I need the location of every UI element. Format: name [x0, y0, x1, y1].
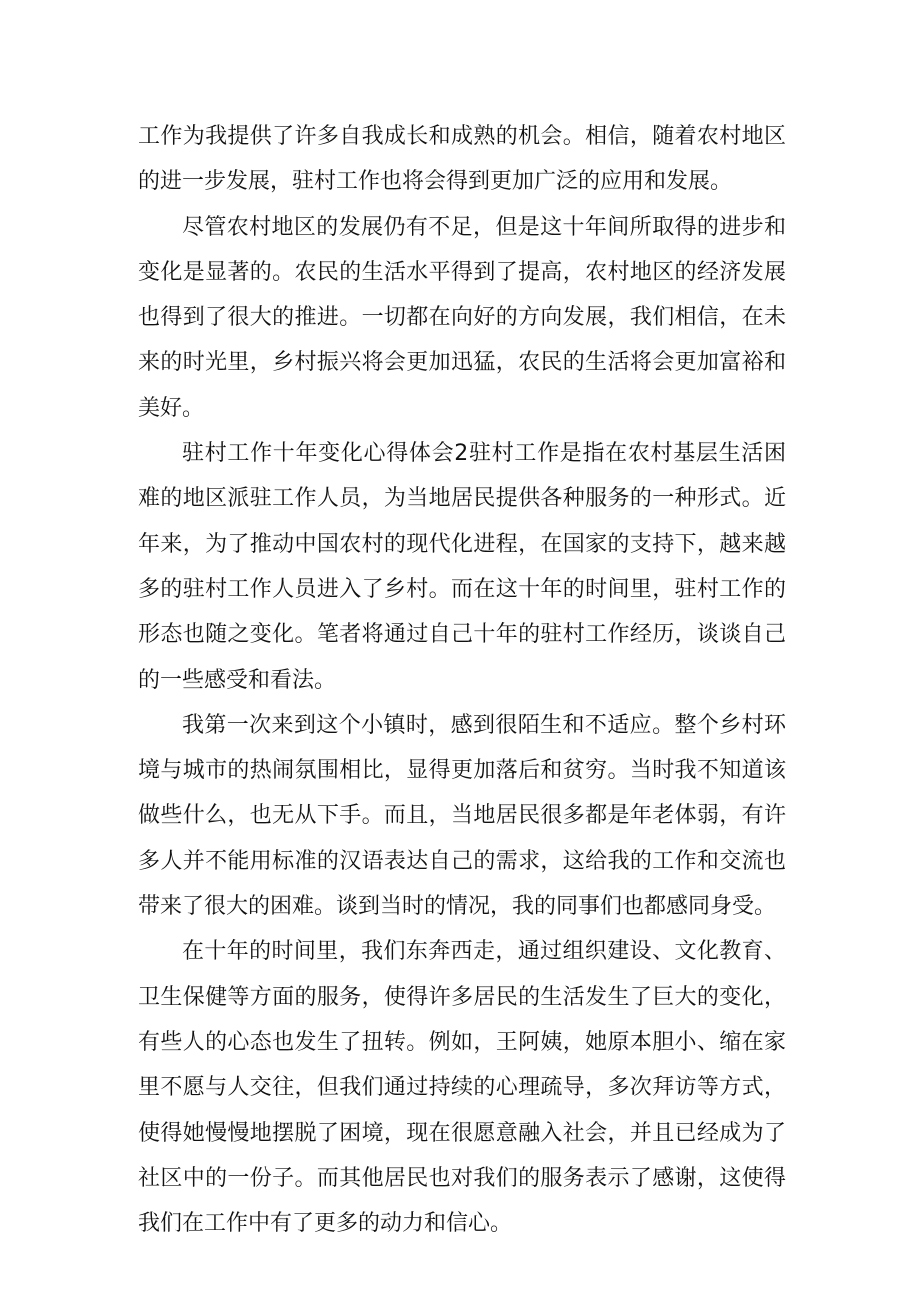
paragraph: 在十年的时间里，我们东奔西走，通过组织建设、文化教育、卫生保健等方面的服务，使得许多居民的生活发生了巨大的变化，有些人的心态也发生了扭转。例如，王阿姨，她原本胆小、缩在家里不愿与人交往，但我们通过持续的心理疏导，多次拜访等方式，使得她慢慢地摆脱了困境，现在很愿意融入社会，并且已经成为了社区中的一份子。而其他居民也对我们的服务表示了感谢，这使得我们在工作中有了更多的动力和信心。 — [138, 939, 786, 1237]
paragraph: 驻村工作十年变化心得体会2驻村工作是指在农村基层生活困难的地区派驻工作人员，为当地居民提供各种服务的一种形式。近年来，为了推动中国农村的现代化进程，在国家的支持下，越来越多的驻村工作人员进入了乡村。而在这十年的时间里，驻村工作的形态也随之变化。笔者将通过自己十年的驻村工作经历，谈谈自己的一些感受和看法。 — [138, 441, 786, 693]
paragraph: 尽管农村地区的发展仍有不足，但是这十年间所取得的进步和变化是显著的。农民的生活水平得到了提高，农村地区的经济发展也得到了很大的推进。一切都在向好的方向发展，我们相信，在未来的时光里，乡村振兴将会更加迅猛，农民的生活将会更加富裕和美好。 — [138, 214, 786, 421]
document-body — [138, 114, 786, 1246]
paragraph: 我第一次来到这个小镇时，感到很陌生和不适应。整个乡村环境与城市的热闹氛围相比，显得更加落后和贫穷。当时我不知道该做些什么，也无从下手。而且，当地居民很多都是年老体弱，有许多人并不能用标准的汉语表达自己的需求，这给我的工作和交流也带来了很大的困难。谈到当时的情况，我的同事们也都感同身受。 — [138, 712, 786, 920]
paragraph-continuation: 工作为我提供了许多自我成长和成熟的机会。相信，随着农村地区的进一步发展，驻村工作也将会得到更加广泛的应用和发展。 — [138, 124, 786, 195]
